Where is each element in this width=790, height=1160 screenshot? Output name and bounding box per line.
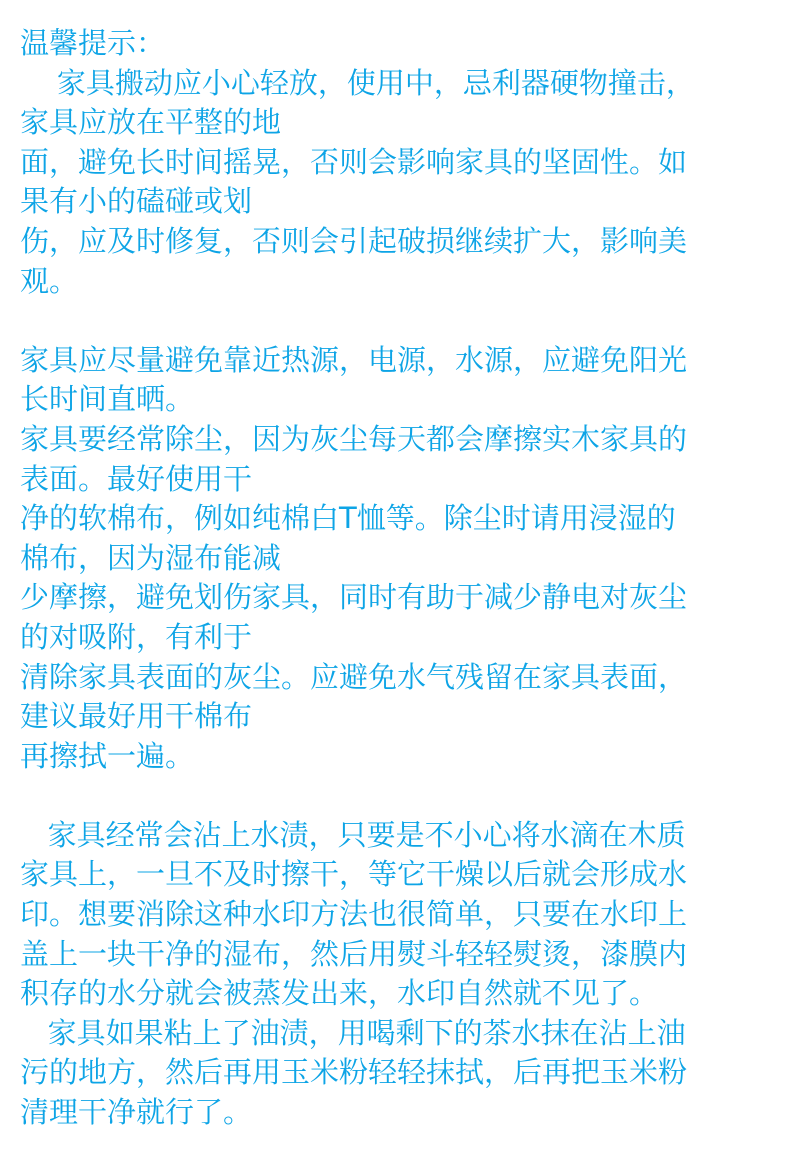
text-line: 伤，应及时修复，否则会引起破损继续扩大，影响美 bbox=[20, 223, 688, 258]
text-line: 印。想要消除这种水印方法也很简单，只要在水印上 bbox=[20, 897, 688, 932]
text-line: 面，避免长时间摇晃，否则会影响家具的坚固性。如 bbox=[20, 144, 688, 179]
text-line: 棉布，因为湿布能减 bbox=[20, 540, 282, 575]
text-line: 家具如果粘上了油渍，用喝剩下的茶水抹在沾上油 bbox=[20, 1015, 686, 1050]
text-line: 少摩擦，避免划伤家具，同时有助于减少静电对灰尘 bbox=[20, 580, 688, 615]
text-line: 观。 bbox=[20, 263, 79, 298]
text-line: 表面。最好使用干 bbox=[20, 461, 253, 496]
text-line: 家具搬动应小心轻放，使用中，忌利器硬物撞击， bbox=[20, 65, 695, 100]
text-line: 清除家具表面的灰尘。应避免水气残留在家具表面， bbox=[20, 659, 688, 694]
text-line: 盖上一块干净的湿布，然后用熨斗轻轻熨烫，漆膜内 bbox=[20, 936, 688, 971]
blank-line bbox=[20, 776, 770, 816]
text-line: 积存的水分就会被蒸发出来，水印自然就不见了。 bbox=[20, 976, 659, 1011]
text-line: 家具应尽量避免靠近热源，电源，水源，应避免阳光 bbox=[20, 342, 688, 377]
text-line: 家具应放在平整的地 bbox=[20, 105, 282, 140]
text-line: 建议最好用干棉布 bbox=[20, 699, 253, 734]
text-line: 家具经常会沾上水渍，只要是不小心将水滴在木质 bbox=[20, 817, 686, 852]
text-line: 的对吸附，有利于 bbox=[20, 619, 253, 654]
text-line: 家具上，一旦不及时擦干，等它干燥以后就会形成水 bbox=[20, 857, 688, 892]
text-line: 长时间直晒。 bbox=[20, 382, 195, 417]
blank-line bbox=[20, 301, 770, 341]
text-line: 果有小的磕碰或划 bbox=[20, 184, 253, 219]
text-line: 再擦拭一遍。 bbox=[20, 738, 195, 773]
heading-warm-tips: 温馨提示： bbox=[20, 26, 166, 60]
text-line: 净的软棉布，例如纯棉白T恤等。除尘时请用浸湿的 bbox=[20, 501, 676, 536]
text-line: 污的地方，然后再用玉米粉轻轻抹拭，后再把玉米粉 bbox=[20, 1055, 688, 1090]
text-line: 清理干净就行了。 bbox=[20, 1095, 253, 1130]
text-line: 家具要经常除尘，因为灰尘每天都会摩擦实木家具的 bbox=[20, 421, 688, 456]
